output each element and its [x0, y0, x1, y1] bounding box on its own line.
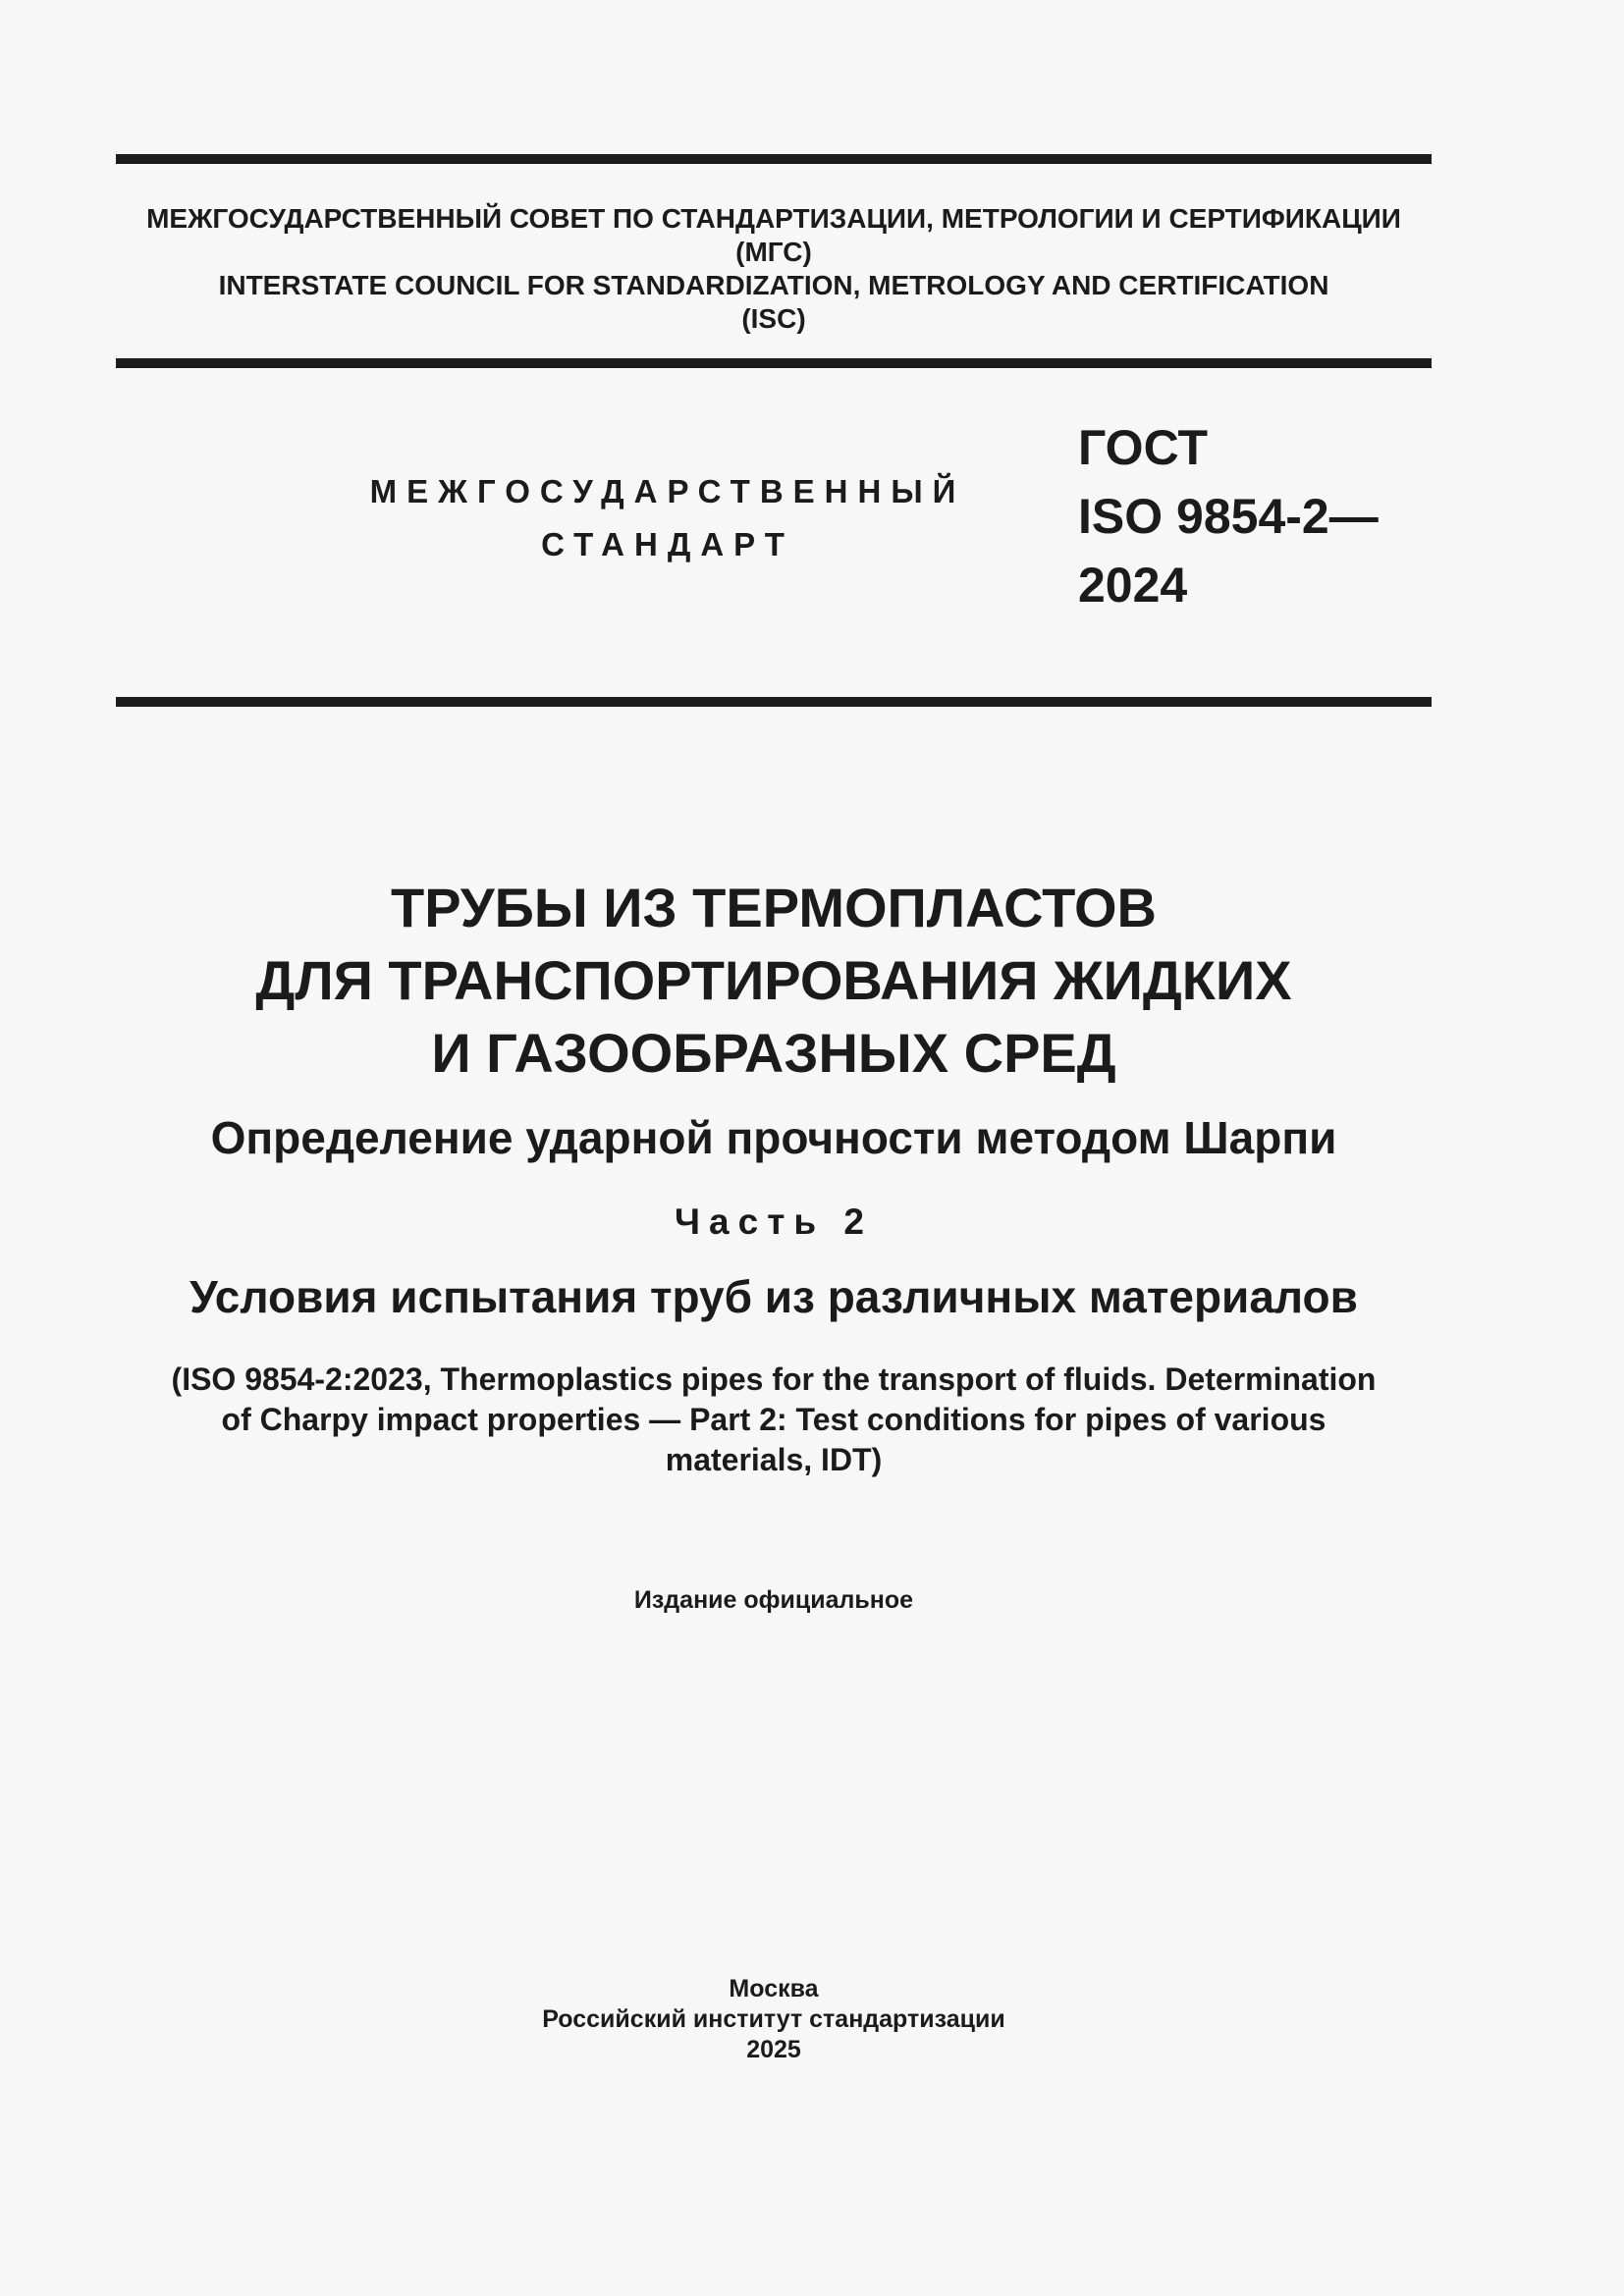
standard-designation	[1078, 413, 1379, 619]
part-number: Часть 2	[675, 1201, 873, 1242]
standard-type-line1: МЕЖГОСУДАРСТВЕННЫЙ	[369, 473, 966, 509]
standard-type-line2: СТАНДАРТ	[541, 526, 794, 562]
header-rule	[116, 358, 1432, 368]
iso-reference-line3: materials, IDT)	[665, 1442, 883, 1477]
iso-reference-line2: of Charpy impact properties — Part 2: Test conditions for pipes of various	[221, 1402, 1326, 1437]
iso-reference-line1: (ISO 9854-2:2023, Thermoplastics pipes for the transport of fluids. Determination	[171, 1362, 1377, 1397]
document-title	[116, 872, 1432, 1090]
council-abbr-en: (ISC)	[741, 303, 806, 334]
imprint-city: Москва	[729, 1975, 819, 2002]
designation-line1: ГОСТ	[1078, 420, 1208, 475]
designation-line2: ISO 9854-2—	[1078, 489, 1379, 544]
part-title: Условия испытания труб из различных материалов	[189, 1271, 1358, 1322]
council-name-en: INTERSTATE COUNCIL FOR STANDARDIZATION, METROLOGY AND CERTIFICATION	[218, 270, 1329, 300]
title-line2: ДЛЯ ТРАНСПОРТИРОВАНИЯ ЖИДКИХ	[255, 949, 1292, 1011]
iso-reference	[116, 1360, 1432, 1480]
top-rule	[116, 154, 1432, 164]
imprint-year: 2025	[746, 2036, 801, 2063]
title-line3: И ГАЗООБРАЗНЫХ СРЕД	[431, 1022, 1116, 1084]
standard-type	[295, 465, 1041, 571]
imprint-publisher: Российский институт стандартизации	[542, 2005, 1005, 2033]
document-subtitle: Определение ударной прочности методом Шарпи	[210, 1112, 1337, 1163]
title-line1: ТРУБЫ ИЗ ТЕРМОПЛАСТОВ	[390, 877, 1157, 938]
council-abbr-ru: (МГС)	[735, 237, 812, 267]
council-name-ru: МЕЖГОСУДАРСТВЕННЫЙ СОВЕТ ПО СТАНДАРТИЗАЦИИ, МЕТРОЛОГИИ И СЕРТИФИКАЦИИ	[146, 203, 1401, 234]
edition-label: Издание официальное	[633, 1586, 914, 1614]
designation-line3: 2024	[1078, 558, 1188, 613]
designation-rule	[116, 697, 1432, 707]
council-header	[116, 202, 1432, 336]
imprint	[116, 1974, 1432, 2065]
